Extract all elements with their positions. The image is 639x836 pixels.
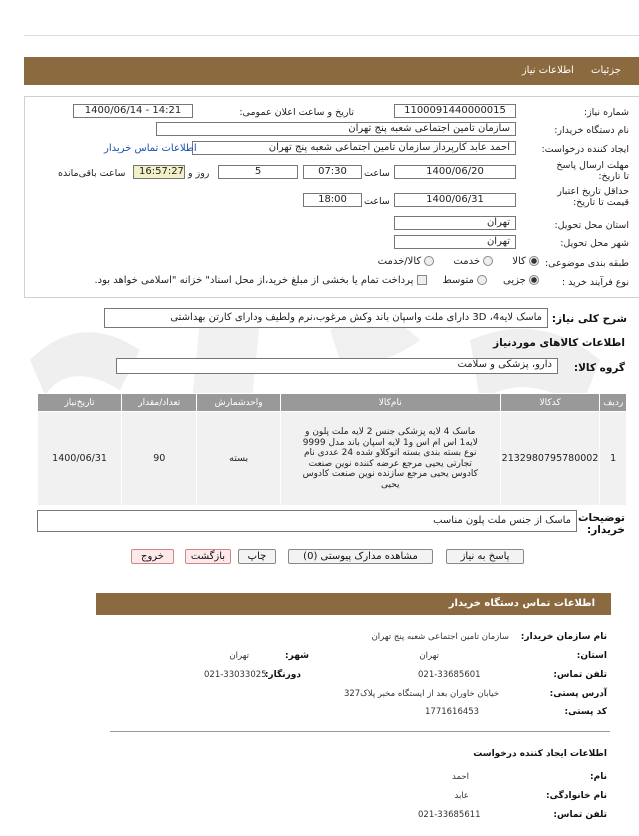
contact-fax: 021-33033025 [204,670,267,680]
cell-qty: 90 [122,412,197,506]
proc-medium-radio[interactable] [477,275,487,285]
creator-first-name: احمد [452,772,469,782]
items-table [37,393,627,506]
contact-fax-label: دورنگار: [264,670,301,680]
cat-goods-radio[interactable] [529,256,539,266]
contact-city: تهران [229,651,249,661]
creator-section-title: اطلاعات ایجاد کننده درخواست [473,749,607,759]
exit-button[interactable]: خروج [131,549,174,564]
buyer-notes-field: ماسک از جنس ملت پلون مناسب [37,510,577,532]
cell-code: 2132980795780002 [500,412,600,506]
table-row [38,412,627,506]
validity-time-label: ساعت [364,196,390,207]
process-options [94,275,539,286]
proc-minor-label: جزیی [502,275,526,286]
contact-province: تهران [419,651,439,661]
contact-buyer-name-label: نام سازمان خریدار: [520,632,607,642]
group-label: گروه کالا: [573,362,625,374]
cat-goods-label: کالا [512,256,526,267]
contact-city-label: شهر: [285,651,309,661]
validity-label: حداقل تاریخ اعتبار قیمت تا تاریخ: [557,186,629,208]
contact-address-label: آدرس پستی: [549,689,607,699]
contact-bar-title: اطلاعات تماس دستگاه خریدار [448,598,595,609]
buyer-contact-link[interactable]: اطلاعات تماس خریدار [104,143,197,154]
creator-phone: 021-33685611 [418,810,481,820]
cell-unit: بسته [197,412,280,506]
attachments-button[interactable]: مشاهده مدارک پیوستی (0) [288,549,433,564]
deadline-date-field[interactable]: 1400/06/20 [394,165,516,179]
col-date: تاریخ‌نیاز [38,394,122,412]
contact-divider [110,731,610,732]
creator-first-name-label: نام: [590,772,607,782]
cat-service-radio[interactable] [483,256,493,266]
need-number-label: شماره نیاز: [583,107,629,118]
deadline-time-field[interactable]: 07:30 [303,165,362,179]
buyer-notes-label: توضیحات خریدار: [577,512,625,536]
summary-label: شرح کلی نیاز: [551,313,627,325]
process-label: نوع فرآیند خرید : [561,277,629,288]
cat-goods-service-label: کالا/خدمت [377,256,422,267]
announce-label: تاریخ و ساعت اعلان عمومی: [239,107,354,118]
province-label: استان محل تحویل: [554,220,629,231]
buyer-org-field[interactable]: سازمان تامین اجتماعی شعبه پنج تهران [156,122,516,136]
deadline-label: مهلت ارسال پاسخ تا تاریخ: [556,160,629,182]
creator-field[interactable]: احمد عابد کارپرداز سازمان تامین اجتماعی شعبه پنج تهران [192,141,516,155]
header-bar [24,57,639,85]
validity-date-field[interactable]: 1400/06/31 [394,193,516,207]
contact-phone-label: تلفن تماس: [553,670,607,680]
validity-time-field[interactable]: 18:00 [303,193,362,207]
cell-name: ماسک 4 لایه پزشکی جنس 2 لایه ملت پلون و لایه1 اس ام اس و1 لایه اسپان باند مدل 9999 نوع بسته بندی بسته اتوکلاو شده 24 عددی نام تجارتی یحیی مرجع عرضه کننده نوین صنعت کادوس یحیی مرجع سازنده نوین صنعت کادوس یحیی [280,412,500,506]
city-label: شهر محل تحویل: [560,238,629,249]
contact-buyer-name: سازمان تامین اجتماعی شعبه پنج تهران [371,632,509,642]
remaining-time-field: 16:57:27 [133,165,185,179]
print-button[interactable]: چاپ [238,549,276,564]
summary-field: ماسک لایه4، 3D دارای ملت واسپان باند وکش مرغوب،نرم ولطیف ودارای کارتن بهداشتی [104,308,548,328]
contact-postal: 1771616453 [425,707,480,717]
back-button[interactable]: بازگشت [185,549,231,564]
creator-phone-label: تلفن تماس: [553,810,607,820]
contact-address: خیابان خاوران بعد از ایستگاه مخبر پلاک327 [343,689,499,699]
cat-goods-service-radio[interactable] [424,256,434,266]
cell-date: 1400/06/31 [38,412,122,506]
remaining-label: ساعت باقی‌مانده [58,168,126,179]
cat-service-label: خدمت [453,256,481,267]
treasury-checkbox[interactable] [417,275,427,285]
category-label: طبقه بندی موضوعی: [544,258,629,269]
breadcrumb-details[interactable]: جزئیات [591,65,621,76]
days-label: روز و [188,168,210,179]
creator-last-name: عابد [454,791,469,801]
category-options [378,256,539,267]
col-code: کدکالا [500,394,600,412]
treasury-note: پرداخت تمام یا بخشی از مبلغ خرید،از محل اسناد" خزانه "اسلامی خواهد بود. [94,275,414,286]
reply-button[interactable]: پاسخ به نیاز [446,549,524,564]
breadcrumb-need-info[interactable]: اطلاعات نیاز [521,65,574,76]
col-unit: واحدشمارش [197,394,280,412]
proc-medium-label: متوسط [442,275,474,286]
need-number-field[interactable]: 1100091440000015 [394,104,516,118]
col-row: ردیف [600,394,627,412]
buyer-org-label: نام دستگاه خریدار: [554,125,629,136]
province-field[interactable]: تهران [394,216,516,230]
cell-row: 1 [600,412,627,506]
contact-bar [96,593,611,615]
group-field: دارو، پزشکی و سلامت [116,358,558,374]
announce-field[interactable]: 1400/06/14 - 14:21 [73,104,193,118]
days-field[interactable]: 5 [218,165,298,179]
creator-last-name-label: نام خانوادگی: [545,791,607,801]
col-name: نام‌کالا [280,394,500,412]
col-qty: تعداد/مقدار [122,394,197,412]
contact-province-label: استان: [576,651,607,661]
creator-label: ایجاد کننده درخواست: [541,144,629,155]
top-divider [24,35,639,36]
deadline-time-label: ساعت [364,168,390,179]
goods-title: اطلاعات کالاهای موردنیاز [493,337,625,349]
contact-postal-label: کد پستی: [564,707,607,717]
city-field[interactable]: تهران [394,235,516,249]
proc-minor-radio[interactable] [529,275,539,285]
contact-phone: 021-33685601 [418,670,481,680]
